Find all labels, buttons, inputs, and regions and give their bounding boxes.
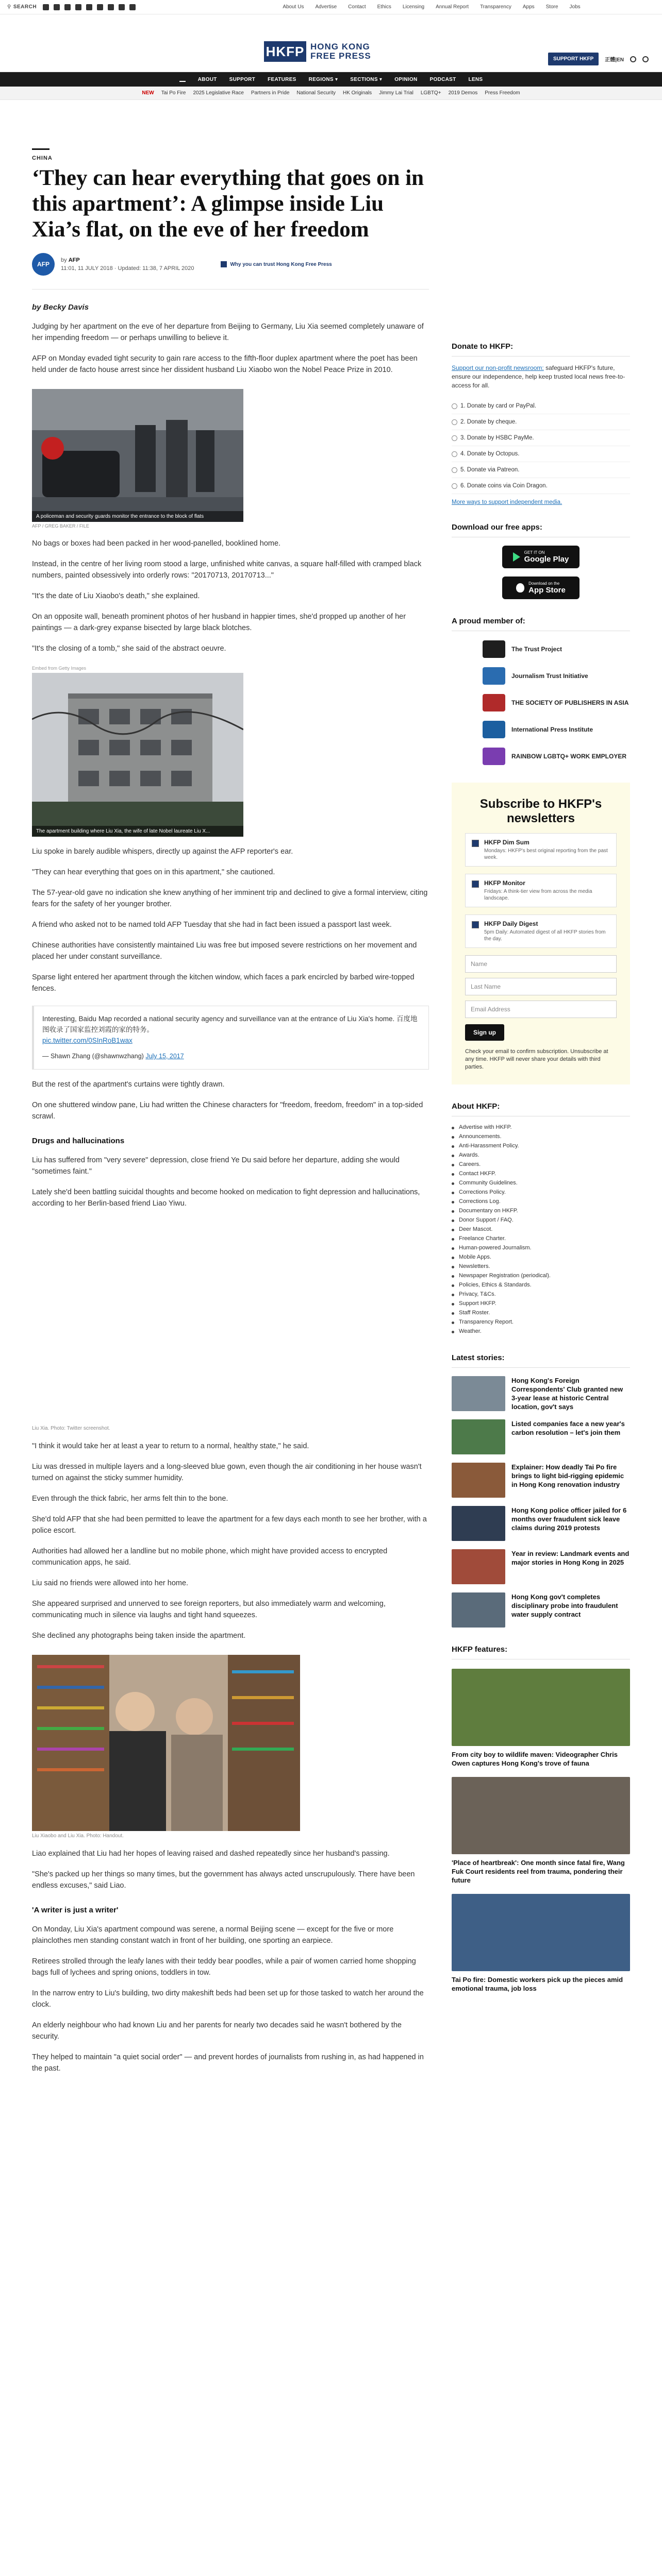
about-link[interactable]: Mobile Apps.: [452, 1252, 630, 1262]
sidebar: [452, 100, 630, 1993]
paragraph: Liao explained that Liu had her hopes of leaving raised and dashed repeatedly since her husband's passing.: [32, 1850, 390, 1858]
mastodon-icon[interactable]: [119, 4, 125, 10]
paragraph: "They can hear everything that goes on in this apartment," she cautioned.: [32, 868, 275, 876]
paragraph: Liu has suffered from "very severe" depression, close friend Ye Du said before her departure, adding she would "sometimes faint.": [32, 1156, 400, 1176]
donate-option-label: 2. Donate by cheque.: [460, 419, 517, 425]
util-link[interactable]: About Us: [283, 4, 304, 10]
about-link[interactable]: Corrections Log.: [452, 1197, 630, 1206]
photo-caption: Liu Xia. Photo: Twitter screenshot.: [32, 1426, 110, 1431]
feature-image: [452, 1894, 630, 1971]
store-small-label: GET IT ON: [524, 550, 545, 555]
name-field[interactable]: Name: [465, 955, 617, 973]
apps-title: Download our free apps:: [452, 523, 630, 537]
trust-icon: [221, 261, 227, 267]
youtube-icon[interactable]: [75, 4, 81, 10]
checkbox[interactable]: [472, 840, 479, 847]
about-link[interactable]: Awards.: [452, 1150, 630, 1160]
police-photo: [32, 389, 243, 522]
util-link[interactable]: Advertise: [315, 4, 337, 10]
search-icon[interactable]: [642, 56, 649, 62]
newsletter-desc: 5pm Daily: Automated digest of all HKFP stories from the day.: [484, 929, 606, 942]
member-logo[interactable]: [452, 694, 630, 711]
checkbox[interactable]: [472, 921, 479, 928]
feature-headline: Tai Po fire: Domestic workers pick up the pieces amid emotional trauma, job loss: [452, 1976, 623, 1992]
paragraph: Instead, in the centre of her living room stood a large, unfinished white canvas, a square half-filled with cramped black numbers, painted obsessively into orderly rows: "20170713, 20170713...": [32, 560, 422, 580]
member-logo[interactable]: [452, 640, 630, 658]
nav-item[interactable]: LENS: [468, 76, 483, 82]
util-link[interactable]: Ethics: [377, 4, 391, 10]
about-link[interactable]: Weather.: [452, 1327, 630, 1336]
about-link[interactable]: Freelance Charter.: [452, 1234, 630, 1243]
member-logo[interactable]: [452, 748, 630, 765]
threads-icon[interactable]: [108, 4, 114, 10]
embedded-tweet: [32, 1006, 429, 1070]
trust-link[interactable]: [221, 261, 332, 267]
util-link[interactable]: Transparency: [480, 4, 511, 10]
paragraph: In the narrow entry to Liu's building, two dirty makeshift beds had been set up for those tasked to watch her around the clock.: [32, 1989, 424, 2009]
photo-placeholder: [32, 1209, 429, 1426]
about-link[interactable]: Announcements.: [452, 1132, 630, 1141]
donate-option-label: 5. Donate via Patreon.: [460, 467, 520, 473]
rainbow-icon: [483, 748, 505, 765]
article-author: by Becky Davis: [32, 303, 89, 312]
story-headline: Hong Kong police officer jailed for 6 months over fraudulent sick leave claims during 2019 protests: [511, 1506, 627, 1532]
author-avatar[interactable]: AFP: [32, 253, 55, 276]
language-toggle[interactable]: 正體|EN: [605, 57, 624, 63]
couple-photo: [32, 1655, 300, 1831]
tweet-text: Interesting, Baidu Map recorded a national security agency and surveillance van at the entrance of Liu Xia's home. 百度地图收录了国家监控刘霞的家的特务。: [42, 1015, 418, 1033]
trending-item[interactable]: Jimmy Lai Trial: [379, 90, 413, 96]
nav-item[interactable]: SUPPORT: [229, 76, 256, 82]
latest-story[interactable]: [452, 1506, 630, 1541]
article: [32, 100, 429, 2074]
about-link[interactable]: Transparency Report.: [452, 1317, 630, 1327]
util-link[interactable]: Jobs: [569, 4, 581, 10]
paragraph: A friend who asked not to be named told AFP Tuesday that she had in fact been issued a passport last week.: [32, 921, 392, 929]
section-heading: 'A writer is just a writer': [32, 1906, 119, 1914]
main-nav: [0, 72, 662, 87]
latest-story[interactable]: [452, 1376, 630, 1411]
about-link[interactable]: Advertise with HKFP.: [452, 1123, 630, 1132]
site-header: [0, 14, 662, 72]
donate-option[interactable]: [452, 446, 630, 462]
article-category[interactable]: CHINA: [32, 155, 53, 161]
checkbox[interactable]: [472, 880, 479, 888]
apartment-photo: [32, 673, 243, 837]
subscribe-note: Check your email to confirm subscription. Unsubscribe at any time. HKFP will never share your details with third parties.: [465, 1048, 608, 1070]
nav-item[interactable]: PODCAST: [429, 76, 456, 82]
logo-mark: HKFP: [264, 41, 306, 62]
signup-button[interactable]: Sign up: [465, 1024, 504, 1041]
members-title: A proud member of:: [452, 617, 630, 631]
member-name: International Press Institute: [511, 726, 593, 733]
story-headline: Listed companies face a new year's carbon resolution – let's join them: [511, 1420, 625, 1436]
paragraph: Liu was dressed in multiple layers and a long-sleeved blue gown, even though the air conditioning in her house wasn't turned on against the sticky summer humidity.: [32, 1463, 422, 1482]
google-play-icon: [513, 552, 520, 562]
paragraph: On an opposite wall, beneath prominent photos of her husband in happier times, she'd propped up another of her paintings — a dark-grey expanse bisected by large black blotches.: [32, 613, 406, 632]
about-link[interactable]: Corrections Policy.: [452, 1188, 630, 1197]
google-play-button[interactable]: [502, 546, 580, 568]
trust-label: Why you can trust Hong Kong Free Press: [230, 261, 332, 267]
paragraph: Sparse light entered her apartment through the kitchen window, which faces a park encircled by barbed wire-topped fences.: [32, 973, 415, 993]
paragraph: On Monday, Liu Xia's apartment compound was serene, a normal Beijing scene — except for the five or more plainclothes men standing constant watch in front of her building, one sporting an earpiece.: [32, 1925, 394, 1945]
embed-label: Embed from Getty Images: [32, 666, 87, 671]
member-logo[interactable]: [452, 667, 630, 685]
logo-line-1: HONG KONG: [310, 42, 370, 52]
feature-image: [452, 1669, 630, 1746]
email-field[interactable]: Email Address: [465, 1001, 617, 1018]
social-links: [43, 4, 136, 10]
nav-item[interactable]: REGIONS ▾: [308, 76, 338, 82]
about-link[interactable]: Anti-Harassment Policy.: [452, 1141, 630, 1150]
about-link[interactable]: Policies, Ethics & Standards.: [452, 1280, 630, 1290]
latest-title: Latest stories:: [452, 1353, 630, 1368]
features-title: HKFP features:: [452, 1645, 630, 1659]
feature-headline: 'Place of heartbreak': One month since fatal fire, Wang Fuk Court residents reel from trauma, pondering their future: [452, 1859, 625, 1884]
radio-icon: [452, 403, 457, 409]
subscribe-title: Subscribe to HKFP's newsletters: [479, 797, 602, 825]
paragraph: Liu spoke in barely audible whispers, directly up against the AFP reporter's ear.: [32, 848, 293, 856]
sopa-icon: [483, 694, 505, 711]
paragraph: "It's the closing of a tomb," she said of the abstract oeuvre.: [32, 645, 226, 653]
byline: [32, 253, 429, 276]
trending-item[interactable]: HK Originals: [342, 90, 372, 96]
paragraph: "It's the date of Liu Xiaobo's death," she explained.: [32, 592, 200, 600]
util-link[interactable]: Store: [545, 4, 558, 10]
newsletter-desc: Fridays: A think-tier view from across the media landscape.: [484, 889, 592, 901]
story-thumbnail: [452, 1549, 505, 1584]
about-link[interactable]: Staff Roster.: [452, 1308, 630, 1317]
trending-item[interactable]: Tai Po Fire: [161, 90, 186, 96]
search-icon: ⚲: [7, 4, 11, 10]
paragraph: No bags or boxes had been packed in her wood-panelled, booklined home.: [32, 539, 281, 548]
paragraph: But the rest of the apartment's curtains were tightly drawn.: [32, 1080, 225, 1089]
feature-story[interactable]: [452, 1894, 630, 1993]
photo-caption: The apartment building where Liu Xia, the wife of late Nobel laureate Liu X...: [32, 826, 243, 837]
about-link[interactable]: Support HKFP.: [452, 1299, 630, 1308]
newsletter-option[interactable]: [465, 874, 617, 907]
paragraph: Lately she'd been battling suicidal thoughts and become hooked on medication to fight depression and hallucinations, according to her Berlin-based friend Liao Yiwu.: [32, 1188, 420, 1208]
paragraph: She appeared surprised and unnerved to see foreign reporters, but also immediately warm and welcoming, communicating much in silence via laughs and tight hand squeezes.: [32, 1600, 386, 1619]
photo-caption: A policeman and security guards monitor the entrance to the block of flats: [32, 511, 243, 522]
donate-option[interactable]: [452, 430, 630, 446]
latest-story[interactable]: [452, 1419, 630, 1454]
newsletter-name: HKFP Dim Sum: [484, 839, 529, 846]
story-thumbnail: [452, 1376, 505, 1411]
paragraph: Chinese authorities have consistently maintained Liu was free but imposed severe restrictions on her movement and placed her under constant surveillance.: [32, 941, 417, 961]
paragraph: Authorities had allowed her a landline but no mobile phone, which might have provided access to encrypted communication apps, he said.: [32, 1547, 388, 1567]
newsletter-option[interactable]: [465, 914, 617, 948]
article-dates: 11:01, 11 JULY 2018 · Updated: 11:38, 7 APRIL 2020: [61, 265, 194, 272]
nav-item[interactable]: ABOUT: [197, 76, 217, 82]
donate-option[interactable]: [452, 462, 630, 478]
article-photo-1: [32, 389, 243, 522]
newsletter-desc: Mondays: HKFP's best original reporting from the past week.: [484, 848, 608, 860]
tweet-link[interactable]: pic.twitter.com/0SInRoB1wax: [42, 1037, 133, 1044]
store-big-label: App Store: [528, 586, 566, 595]
rss-icon[interactable]: [129, 4, 136, 10]
trending-item[interactable]: 2025 Legislative Race: [193, 90, 244, 96]
donate-option-label: 3. Donate by HSBC PayMe.: [460, 435, 534, 441]
linkedin-icon[interactable]: [97, 4, 103, 10]
paragraph: "I think it would take her at least a year to return to a normal, healthy state," he said.: [32, 1442, 309, 1450]
paragraph: The 57-year-old gave no indication she knew anything of her imminent trip and declined to give a formal interview, citing fears for the safety of her younger brother.: [32, 889, 428, 908]
paragraph: "She's packed up her things so many times, but the government has always acted unscrupulously. There have been endless excuses," said Liao.: [32, 1870, 415, 1890]
about-link[interactable]: Newspaper Registration (periodical).: [452, 1271, 630, 1280]
member-name: The Trust Project: [511, 646, 562, 653]
members-block: [452, 617, 630, 765]
article-photo-2: [32, 673, 243, 837]
tweet-author: — Shawn Zhang (@shawnwzhang): [42, 1053, 144, 1060]
newsletter-option[interactable]: [465, 833, 617, 867]
feature-story[interactable]: [452, 1669, 630, 1768]
paragraph: On one shuttered window pane, Liu had written the Chinese characters for "freedom, freedom, freedom" in a top-sided scrawl.: [32, 1101, 423, 1121]
newsletter-name: HKFP Monitor: [484, 879, 525, 887]
site-logo[interactable]: [264, 41, 371, 62]
telegram-icon[interactable]: [86, 4, 92, 10]
app-store-button[interactable]: [502, 577, 580, 599]
search-label: SEARCH: [13, 4, 37, 10]
feature-image: [452, 1777, 630, 1854]
about-link[interactable]: Human-powered Journalism.: [452, 1243, 630, 1252]
about-link[interactable]: Newsletters.: [452, 1262, 630, 1271]
ipi-icon: [483, 721, 505, 738]
member-name: RAINBOW LGBTQ+ WORK EMPLOYER: [511, 753, 626, 760]
facebook-icon[interactable]: [43, 4, 49, 10]
divider: [32, 289, 429, 290]
trending-item[interactable]: Partners in Pride: [251, 90, 290, 96]
donate-option-label: 6. Donate coins via Coin Dragon.: [460, 483, 548, 489]
paragraph: Judging by her apartment on the eve of her departure from Beijing to Germany, Liu Xia seemed completely unaware of her impending freedom — or perhaps unwilling to believe it.: [32, 323, 424, 342]
util-link[interactable]: Contact: [348, 4, 366, 10]
trending-item[interactable]: LGBTQ+: [420, 90, 441, 96]
last-name-field[interactable]: Last Name: [465, 978, 617, 995]
util-link[interactable]: Apps: [522, 4, 535, 10]
jti-icon: [483, 667, 505, 685]
photo-credit: AFP / GREG BAKER / FILE: [32, 523, 89, 529]
donate-option-label: 4. Donate by Octopus.: [460, 451, 520, 457]
radio-icon: [452, 419, 457, 425]
story-headline: Hong Kong's Foreign Correspondents' Club granted new 3-year lease at historic Central location, gov't says: [511, 1377, 623, 1411]
features-block: [452, 1645, 630, 1993]
donate-option[interactable]: [452, 414, 630, 430]
paragraph: Retirees strolled through the leafy lanes with their teddy bear poodles, while a pair of women carried home shopping bags full of lychees and spring onions, toddlers in tow.: [32, 1957, 416, 1977]
radio-icon: [452, 483, 457, 489]
by-prefix: by: [61, 257, 67, 263]
home-icon[interactable]: [179, 77, 186, 82]
donate-text: safeguard HKFP's future, ensure our independence, help keep trusted local news free-to-access for all.: [452, 364, 625, 389]
support-hkfp-button[interactable]: SUPPORT HKFP: [548, 53, 599, 65]
story-headline: Explainer: How deadly Tai Po fire brings to light bid-rigging epidemic in Hong Kong renovation industry: [511, 1463, 624, 1488]
store-small-label: Download on the: [528, 581, 560, 586]
story-headline: Hong Kong gov't completes disciplinary probe into fraudulent water supply contract: [511, 1593, 618, 1618]
paragraph: An elderly neighbour who had known Liu and her parents for nearly two decades said he wasn't bothered by the security.: [32, 2021, 402, 2041]
user-icon[interactable]: [630, 56, 636, 62]
more-ways-link[interactable]: More ways to support independent media.: [452, 499, 562, 505]
radio-icon: [452, 435, 457, 441]
story-thumbnail: [452, 1419, 505, 1454]
latest-block: [452, 1353, 630, 1628]
category-rule: [32, 148, 49, 150]
about-link[interactable]: Careers.: [452, 1160, 630, 1169]
donate-block: [452, 342, 630, 505]
about-link[interactable]: Deer Mascot.: [452, 1225, 630, 1234]
story-thumbnail: [452, 1463, 505, 1498]
latest-story[interactable]: [452, 1463, 630, 1498]
story-thumbnail: [452, 1592, 505, 1628]
article-title: ‘They can hear everything that goes on in this apartment’: A glimpse inside Liu Xia’s flat, on the eve of her freedom: [32, 166, 424, 242]
utility-bar: [0, 0, 662, 14]
trending-item[interactable]: National Security: [296, 90, 336, 96]
donate-option[interactable]: [452, 478, 630, 494]
feature-story[interactable]: [452, 1777, 630, 1885]
newsletter-name: HKFP Daily Digest: [484, 920, 538, 927]
paragraph: Even through the thick fabric, her arms felt thin to the bone.: [32, 1495, 228, 1503]
member-logo[interactable]: [452, 721, 630, 738]
paragraph: She'd told AFP that she had been permitted to leave the apartment for a few days each month to see her brother, with a police escort.: [32, 1515, 427, 1535]
trending-bar: [0, 87, 662, 100]
util-link[interactable]: Annual Report: [436, 4, 469, 10]
about-link[interactable]: Contact HKFP.: [452, 1169, 630, 1178]
story-thumbnail: [452, 1506, 505, 1541]
about-link[interactable]: Privacy, T&Cs.: [452, 1290, 630, 1299]
paragraph: She declined any photographs being taken inside the apartment.: [32, 1632, 246, 1640]
store-big-label: Google Play: [524, 555, 569, 564]
donate-link[interactable]: Support our non-profit newsroom:: [452, 364, 544, 371]
member-name: Journalism Trust Initiative: [511, 672, 588, 680]
tweet-date[interactable]: July 15, 2017: [145, 1053, 184, 1060]
paragraph: AFP on Monday evaded tight security to gain rare access to the fifth-floor duplex apartment where the poet has been held under de facto house arrest since her dissident husband Liu Xiaobo won the Nobel Peace Prize in 2010.: [32, 354, 418, 374]
member-name: THE SOCIETY OF PUBLISHERS IN ASIA: [511, 699, 629, 706]
logo-line-2: FREE PRESS: [310, 51, 371, 61]
byline-author[interactable]: AFP: [68, 257, 80, 263]
util-link[interactable]: Licensing: [402, 4, 425, 10]
radio-icon: [452, 467, 457, 473]
donate-option-label: 1. Donate by card or PayPal.: [460, 403, 537, 409]
nav-item[interactable]: FEATURES: [268, 76, 296, 82]
trending-item[interactable]: 2019 Demos: [448, 90, 478, 96]
about-link[interactable]: Donor Support / FAQ.: [452, 1215, 630, 1225]
trending-item[interactable]: Press Freedom: [485, 90, 520, 96]
about-block: [452, 1102, 630, 1336]
latest-story[interactable]: [452, 1549, 630, 1584]
apps-block: [452, 523, 630, 599]
donate-option[interactable]: [452, 398, 630, 414]
story-headline: Year in review: Landmark events and major stories in Hong Kong in 2025: [511, 1550, 630, 1566]
paragraph: Liu said no friends were allowed into her home.: [32, 1579, 189, 1587]
instagram-icon[interactable]: [64, 4, 71, 10]
about-title: About HKFP:: [452, 1102, 630, 1116]
apple-icon: [516, 583, 524, 592]
donate-title: Donate to HKFP:: [452, 342, 630, 357]
twitter-icon[interactable]: [54, 4, 60, 10]
newsletter-signup: [452, 783, 630, 1084]
nav-item[interactable]: SECTIONS ▾: [350, 76, 383, 82]
trust-project-icon: [483, 640, 505, 658]
section-heading: Drugs and hallucinations: [32, 1137, 125, 1145]
photo-caption: Liu Xiaobo and Liu Xia. Photo: Handout.: [32, 1833, 124, 1839]
radio-icon: [452, 451, 457, 457]
new-label: NEW: [142, 90, 154, 96]
search-button[interactable]: [7, 4, 37, 10]
latest-story[interactable]: [452, 1592, 630, 1628]
article-photo-4: [32, 1655, 300, 1831]
about-link[interactable]: Community Guidelines.: [452, 1178, 630, 1188]
nav-item[interactable]: OPINION: [394, 76, 418, 82]
about-link[interactable]: Documentary on HKFP.: [452, 1206, 630, 1215]
feature-headline: From city boy to wildlife maven: Videographer Chris Owen captures Hong Kong's trove of fauna: [452, 1751, 618, 1767]
paragraph: They helped to maintain "a quiet social order" — and prevent hordes of journalists from rushing in, as had happened in the past.: [32, 2053, 424, 2073]
